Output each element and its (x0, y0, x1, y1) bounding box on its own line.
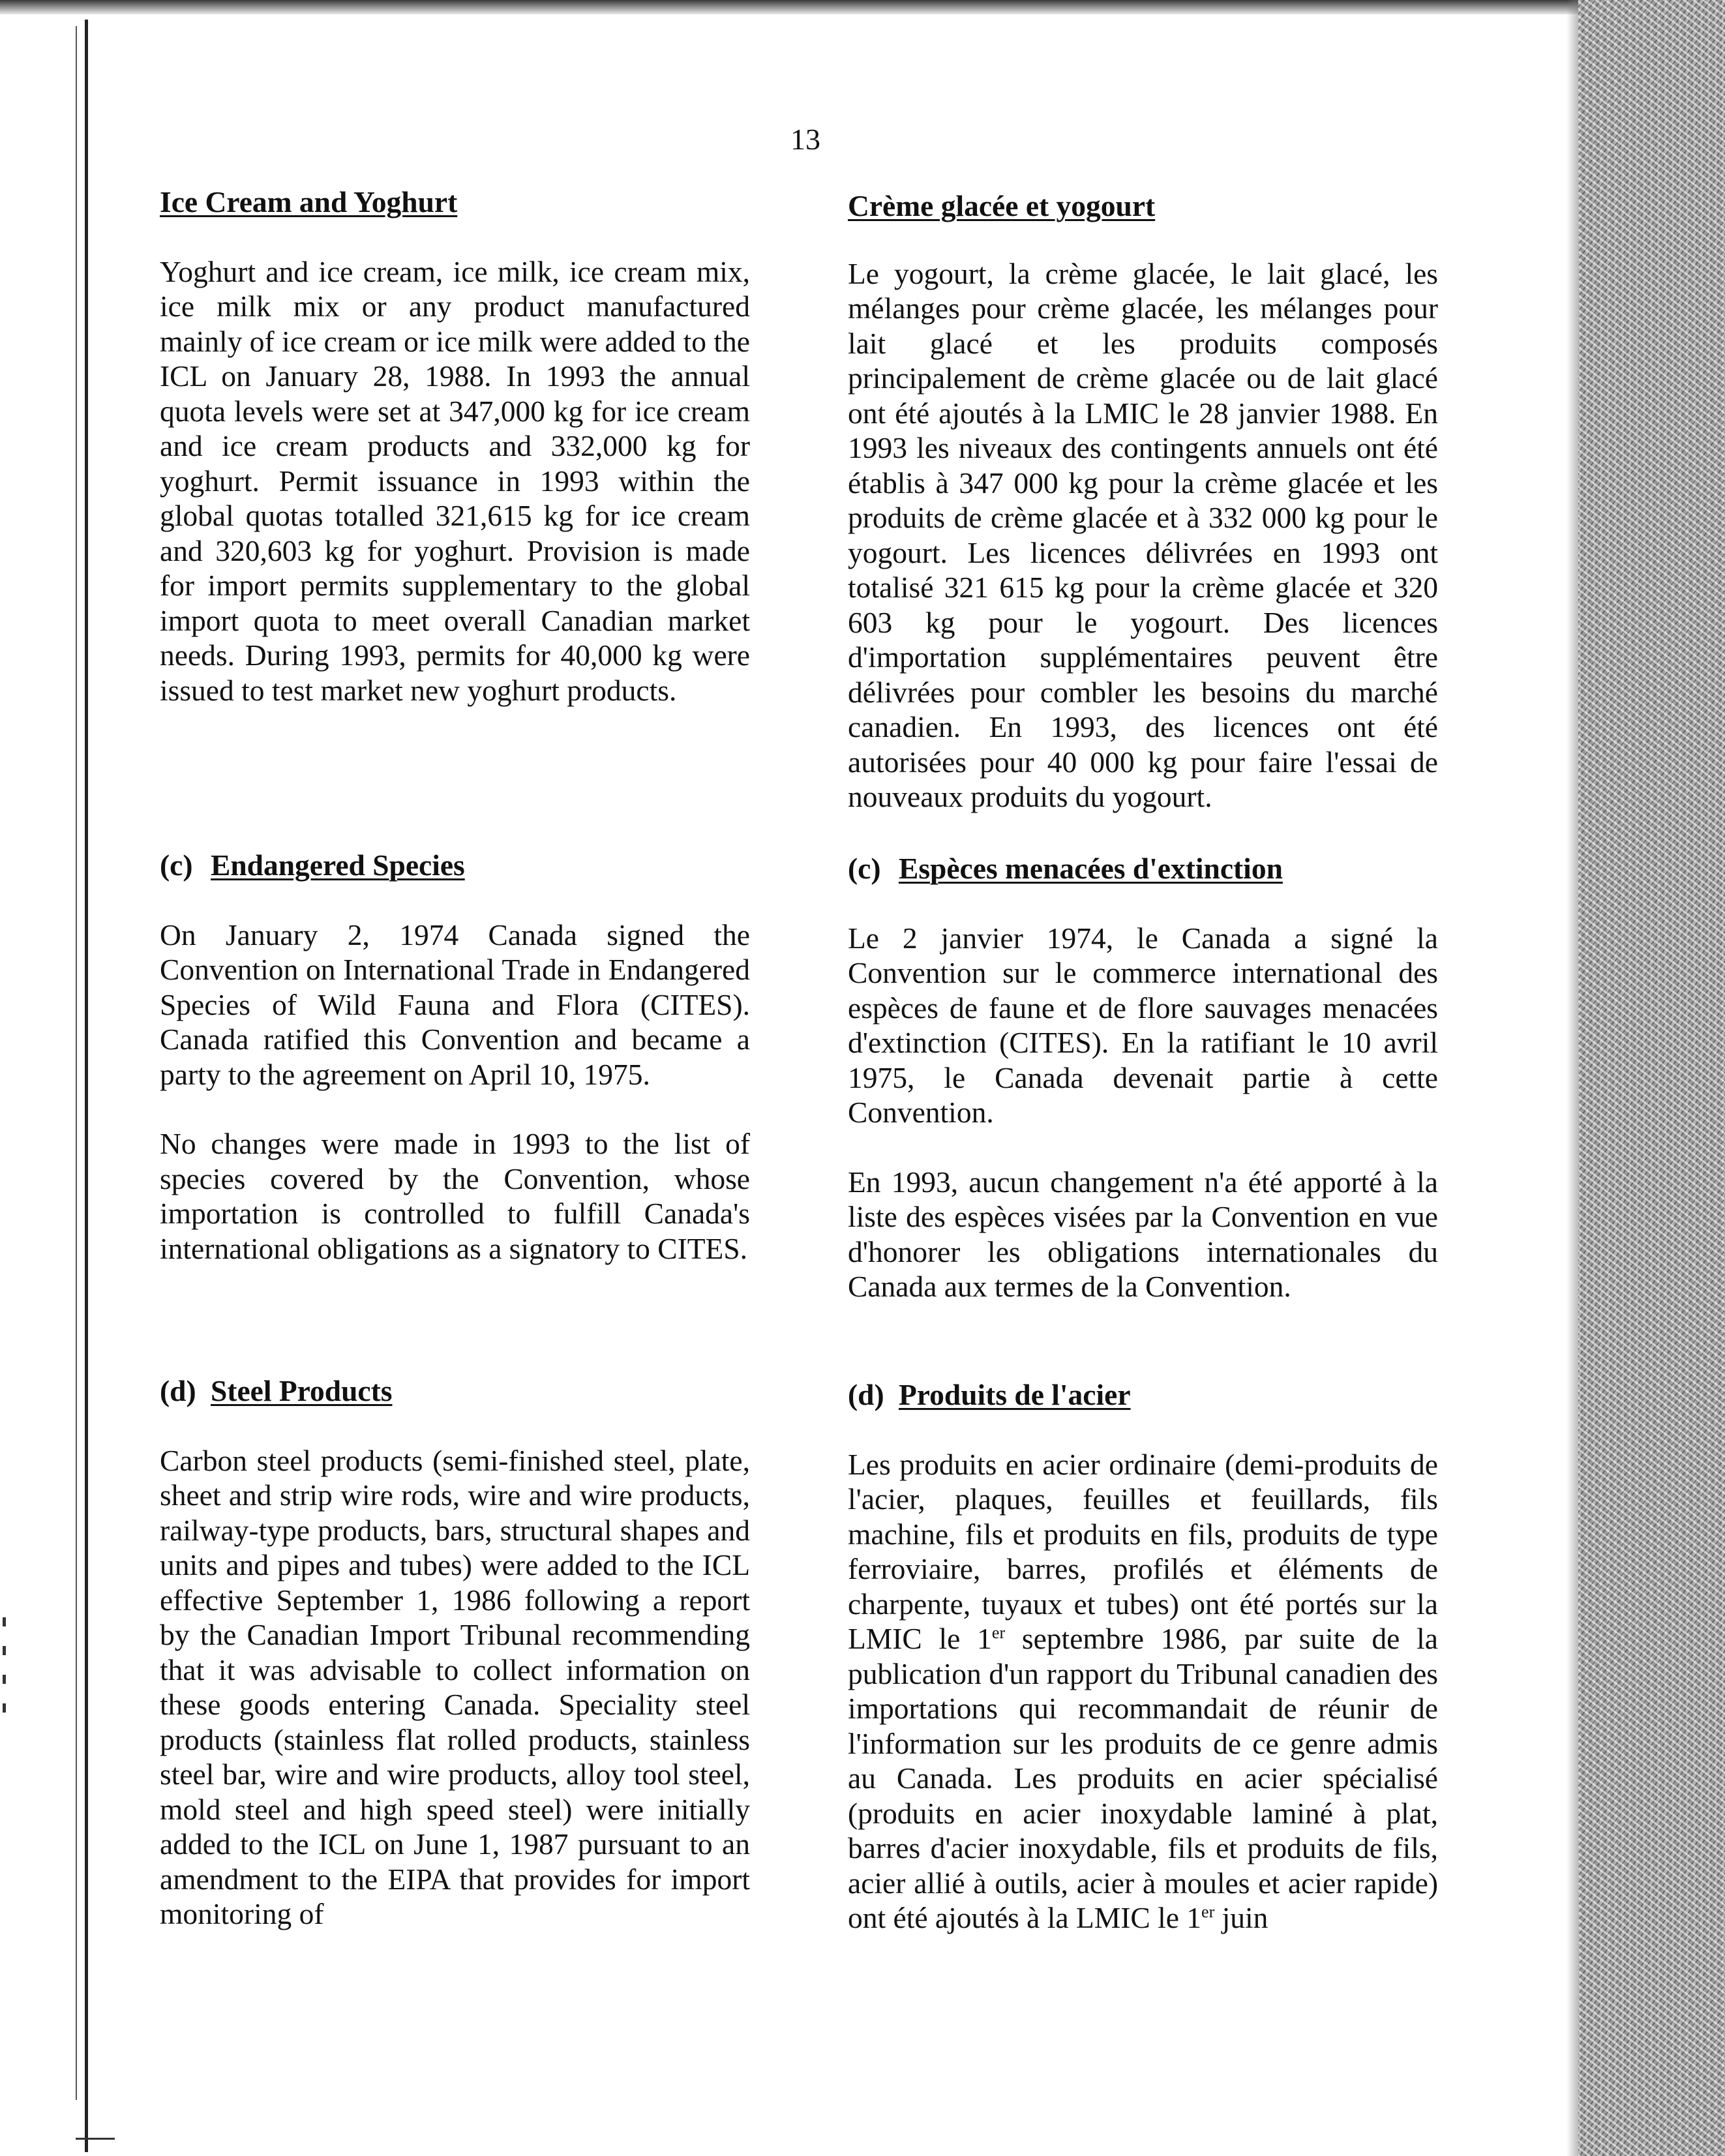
section-label: (d) (160, 1374, 196, 1407)
section-title: Espèces menacées d'extinction (899, 852, 1283, 885)
section-title: Produits de l'acier (899, 1378, 1131, 1411)
section-title: Endangered Species (211, 848, 465, 882)
margin-specks (3, 1617, 9, 1748)
french-steel-products-section (848, 1377, 1438, 1936)
section-paragraph: Yoghurt and ice cream, ice milk, ice cream mix, ice milk mix or any product manufactured mainly of ice cream or ice milk were added to the ICL on January 28, 1988. In 1993 the annual quota levels were set at 347,000 kg for ice cream and ice cream products and 332,000 kg for yoghurt. Permit issuance in 1993 within the global quotas totalled 321,615 kg for ice cream and 320,603 kg for yoghurt. Provision is made for import permits supplementary to the global import quota to meet overall Canadian market needs. During 1993, permits for 40,000 kg were issued to test market new yoghurt products. (160, 254, 750, 707)
scan-top-edge (0, 0, 1578, 14)
french-endangered-species-section (848, 851, 1438, 1304)
section-label: (d) (848, 1378, 884, 1411)
english-ice-cream-section (160, 185, 750, 708)
section-paragraph: Le yogourt, la crème glacée, le lait glacé, les mélanges pour crème glacée, les mélanges pour lait glacé et les produits composés principalement de crème glacée ou de lait glacé ont été ajoutés à la LMIC le 28 janvier 1988. En 1993 les niveaux des contingents annuels ont été établis à 347 000 kg pour la crème glacée et les produits de crème glacée et à 332 000 kg pour le yogourt. Les licences délivrées en 1993 ont totalisé 321 615 kg pour la crème glacée et 320 603 kg pour le yogourt. Des licences d'importation supplémentaires peuvent être délivrées pour combler les besoins du marché canadien. En 1993, des licences ont été autorisées pour 40 000 kg pour faire l'essai de nouveaux produits du yogourt. (848, 256, 1438, 813)
section-paragraph: Carbon steel products (semi-finished steel, plate, sheet and strip wire rods, wire and wire products, railway-type products, bars, structural shapes and units and pipes and tubes) were added to the ICL effective September 1, 1986 following a report by the Canadian Import Tribunal recommending that it was advisable to collect information on these goods entering Canada. Speciality steel products (stainless flat rolled products, stainless steel bar, wire and wire products, alloy tool steel, mold steel and high speed steel) were initially added to the ICL on June 1, 1987 pursuant to an amendment to the EIPA that provides for import monitoring of (160, 1443, 750, 1930)
section-paragraph: On January 2, 1974 Canada signed the Convention on International Trade in Endangered Species of Wild Fauna and Flora (CITES). Canada ratified this Convention and became a party to the agreement on April 10, 1975. (160, 918, 750, 1091)
section-heading (160, 1373, 750, 1409)
section-paragraph: En 1993, aucun changement n'a été apporté à la liste des espèces visées par la Convention en vue d'honorer les obligations internationales du Canada aux termes de la Convention. (848, 1165, 1438, 1303)
section-heading (848, 851, 1438, 886)
scan-right-edge (1578, 0, 1725, 2156)
section-label: (c) (160, 848, 193, 882)
english-endangered-species-section (160, 848, 750, 1266)
english-steel-products-section (160, 1373, 750, 1932)
binding-rule-foot (76, 2138, 115, 2140)
binding-rule-inner (76, 26, 77, 2100)
section-paragraph: Les produits en acier ordinaire (demi-produits de l'acier, plaques, feuilles et feuillards, fils machine, fils et produits en fils, produits de type ferroviaire, barres, profilés et éléments de charpente, tuyaux et tubes) ont été portés sur la LMIC le 1er septembre 1986, par suite de la publication d'un rapport du Tribunal canadien des importations qui recommandait de réunir de l'information sur les produits de ce genre admis au Canada. Les produits en acier spécialisé (produits en acier inoxydable laminé à plat, barres d'acier inoxydable, fils et produits de fils, acier allié à outils, acier à moules et acier rapide) ont été ajoutés à la LMIC le 1er juin (848, 1447, 1439, 1934)
binding-rule (85, 20, 88, 2152)
section-paragraph: Le 2 janvier 1974, le Canada a signé la Convention sur le commerce international des espèces de faune et de flore sauvages menacées d'extinction (CITES). En la ratifiant le 10 avril 1975, le Canada devenait partie à cette Convention. (848, 921, 1438, 1129)
section-title: Steel Products (211, 1374, 393, 1407)
page-number: 13 (790, 123, 820, 156)
section-paragraph: No changes were made in 1993 to the list of species covered by the Convention, whose importation is controlled to fulfill Canada's international obligations as a signatory to CITES. (160, 1127, 750, 1265)
french-ice-cream-section (848, 188, 1438, 815)
section-heading: Ice Cream and Yoghurt (160, 185, 458, 218)
section-heading: Crème glacée et yogourt (848, 189, 1156, 222)
section-heading (848, 1377, 1438, 1413)
section-label: (c) (848, 852, 881, 885)
section-heading (160, 848, 750, 883)
